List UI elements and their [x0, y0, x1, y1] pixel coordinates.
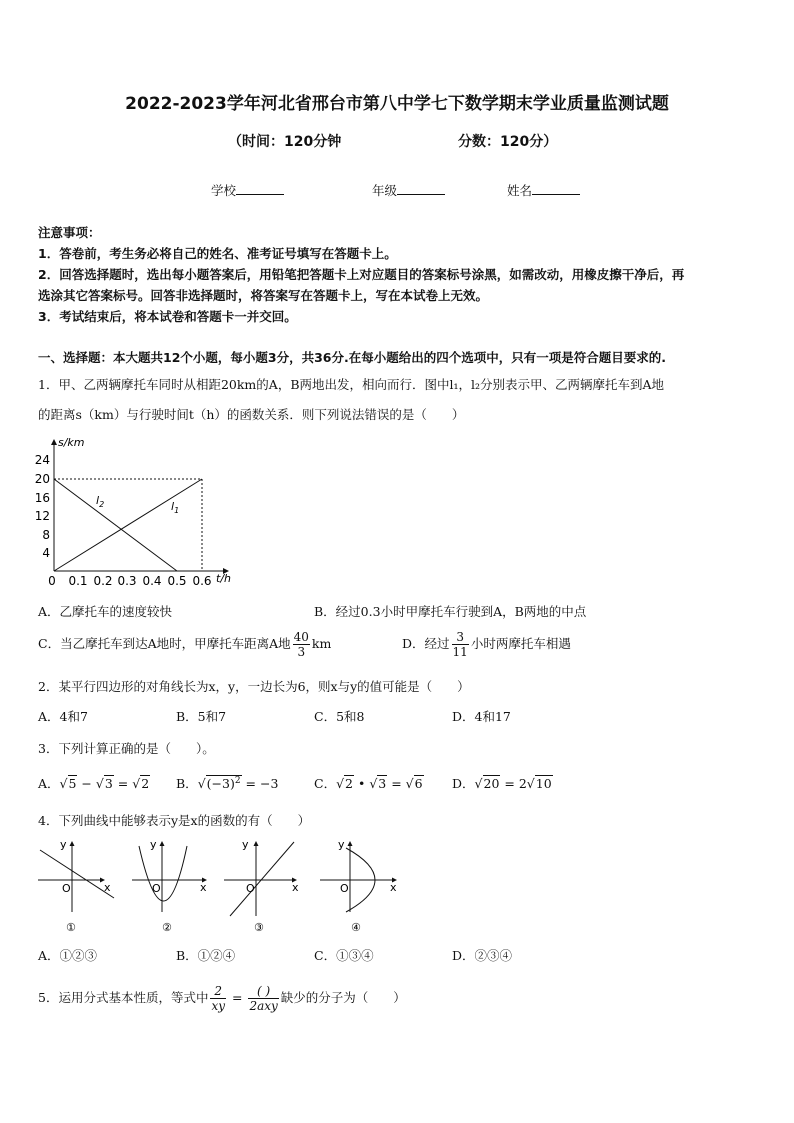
- svg-text:O: O: [152, 882, 161, 895]
- svg-text:y: y: [60, 838, 67, 851]
- q4-option-c[interactable]: C．①③④: [314, 948, 374, 963]
- q3-stem: 3．下列计算正确的是（ ）。: [38, 741, 215, 756]
- q2-stem: 2．某平行四边形的对角线长为x，y，一边长为6，则x与y的值可能是（ ）: [38, 679, 470, 694]
- q4-option-d[interactable]: D．②③④: [452, 948, 513, 963]
- x-tick: 0.5: [167, 574, 187, 588]
- svg-text:O: O: [246, 882, 255, 895]
- x-tick: 0.4: [142, 574, 162, 588]
- y-tick: 8: [42, 528, 50, 542]
- svg-text:x: x: [390, 881, 397, 894]
- notice-item: 3．考试结束后，将本试卷和答题卡一并交回。: [38, 309, 297, 324]
- x-axis-label: t/h: [216, 572, 231, 585]
- svg-text:O: O: [62, 882, 71, 895]
- notice-item: 2．回答选择题时，选出每小题答案后，用铅笔把答题卡上对应题目的答案标号涂黑，如需改动，用橡皮擦干净后，再: [38, 267, 685, 282]
- notice-item: 1．答卷前，考生务必将自己的姓名、准考证号填写在答题卡上。: [38, 246, 397, 261]
- q1-stem-line1: 1．甲、乙两辆摩托车同时从相距20km的A，B两地出发，相向而行．图中l₁，l₂分别表示甲、乙两辆摩托车到A地: [38, 377, 665, 392]
- svg-text:x: x: [292, 881, 299, 894]
- graph-2: [132, 838, 207, 934]
- svg-text:y: y: [242, 838, 249, 851]
- q3-option-c[interactable]: C．√2 • √3 = √6: [314, 776, 423, 791]
- notice-item: 选涂其它答案标号。回答非选择题时，将答案写在答题卡上，写在本试卷上无效。: [38, 288, 489, 303]
- y-tick: 4: [42, 546, 50, 560]
- name-field: 姓名: [507, 181, 580, 199]
- q1-stem-line2: 的距离s（km）与行驶时间t（h）的函数关系．则下列说法错误的是（ ）: [38, 407, 465, 422]
- x-tick: 0.3: [117, 574, 137, 588]
- y-tick: 24: [34, 453, 50, 467]
- q3-option-b[interactable]: B．$√(-3)^2 = -3$: [176, 775, 279, 791]
- svg-text:②: ②: [162, 921, 172, 934]
- exam-score: 分数：120分）: [458, 134, 558, 150]
- svg-text:y: y: [150, 838, 157, 851]
- y-tick: 12: [34, 509, 50, 523]
- q2-option-a[interactable]: A．4和7: [38, 709, 88, 724]
- q4-graphs: [34, 836, 406, 936]
- y-tick: 16: [34, 491, 50, 505]
- q5-stem: 5．运用分式基本性质，等式中 $\frac{2}{xy}$ = $\frac{( )}{\text{2axy}}$ 缺少的分子为（ ）: [38, 984, 406, 1013]
- q2-option-d[interactable]: D．4和17: [452, 709, 511, 724]
- q1-graph: [32, 434, 242, 592]
- y-tick: 20: [34, 472, 50, 486]
- graph-4: [320, 838, 397, 934]
- svg-text:④: ④: [351, 921, 361, 934]
- q1-option-c[interactable]: C．当乙摩托车到达A地时，甲摩托车距离A地 $\frac{40}{3}$ km: [38, 630, 332, 659]
- x-tick: 0.1: [68, 574, 88, 588]
- q2-option-c[interactable]: C．5和8: [314, 709, 365, 724]
- line-l1: [54, 479, 202, 571]
- origin-label: 0: [48, 574, 56, 588]
- graph-1: [38, 838, 114, 934]
- l1-label: $l_1$: [171, 500, 180, 515]
- grade-field: 年级: [372, 181, 445, 199]
- school-field: 学校: [211, 181, 284, 199]
- q4-stem: 4．下列曲线中能够表示y是x的函数的有（ ）: [38, 813, 311, 828]
- q1-option-a[interactable]: A．乙摩托车的速度较快: [38, 604, 173, 619]
- line-l2: [54, 479, 180, 571]
- page-title: 2022-2023学年河北省邢台市第八中学七下数学期末学业质量监测试题: [125, 94, 669, 114]
- svg-text:③: ③: [254, 921, 264, 934]
- svg-text:O: O: [340, 882, 349, 895]
- x-tick: 0.2: [93, 574, 113, 588]
- l2-label: $l_2$: [96, 494, 105, 509]
- svg-text:x: x: [104, 881, 111, 894]
- section-heading: 一、选择题：本大题共12个小题，每小题3分，共36分.在每小题给出的四个选项中，只有一项是符合题目要求的.: [38, 350, 666, 365]
- graph-3: [224, 838, 299, 934]
- q4-option-b[interactable]: B．①②④: [176, 948, 236, 963]
- q1-option-b[interactable]: B．经过0.3小时甲摩托车行驶到A，B两地的中点: [314, 604, 587, 619]
- q3-option-d[interactable]: D．√20 = 2√10: [452, 776, 552, 791]
- q3-option-a[interactable]: A．√5 − √3 = √2: [38, 776, 150, 791]
- exam-time: （时间：120分钟: [228, 134, 342, 150]
- q1-option-d[interactable]: D．经过 $\frac{3}{11}$ 小时两摩托车相遇: [402, 630, 571, 659]
- x-tick: 0.6: [192, 574, 212, 588]
- notice-heading: 注意事项：: [38, 225, 101, 240]
- q4-option-a[interactable]: A．①②③: [38, 948, 98, 963]
- svg-text:x: x: [200, 881, 207, 894]
- svg-text:①: ①: [66, 921, 76, 934]
- y-axis-label: s/km: [58, 436, 85, 449]
- q2-option-b[interactable]: B．5和7: [176, 709, 227, 724]
- svg-text:y: y: [338, 838, 345, 851]
